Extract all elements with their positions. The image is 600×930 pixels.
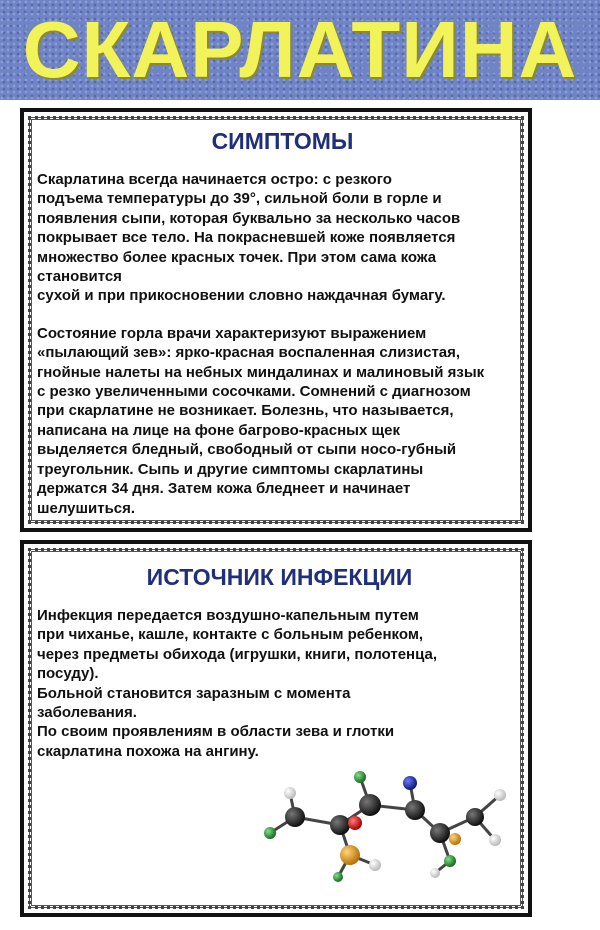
symptoms-panel (20, 108, 532, 532)
title-banner (0, 0, 600, 100)
infection-source-heading: ИСТОЧНИК ИНФЕКЦИИ (146, 564, 413, 590)
molecule-bonds (270, 777, 500, 877)
molecule-atoms (264, 771, 506, 882)
symptoms-content (37, 122, 528, 518)
symptoms-paragraph-2: Состояние горла врачи характеризуют выражением «пылающий зев»: ярко-красная воспаленная слизистая, гнойные налеты на небных миндалинах и малиновый язык с резко увеличенными сосочками. Сомнений с диагнозом при скарлатине не возникает. Болезнь, что называется, написана на лице на фоне багрово-красных щек выделяется бледный, свободный от сыпи носо-губный треугольник. Сыпь и другие симптомы скарлатины держатся 34 дня. Затем кожа бледнеет и начинает шелушиться. (37, 324, 485, 517)
symptoms-heading: СИМПТОМЫ (211, 128, 354, 154)
molecule-illustration-icon (250, 765, 520, 885)
page-title: СКАРЛАТИНА (22, 5, 578, 94)
symptoms-paragraph-1: Скарлатина всегда начинается остро: с резкого подъема температуры до 39°, сильной боли в горле и появления сыпи, которая буквально за несколько часов покрывает все тело. На покрасневшей коже появляется множество более красных точек. При этом сама кожа становится сухой и при прикосновении словно наждачная бумагу. (37, 171, 461, 305)
infection-source-paragraph: Инфекция передается воздушно-капельным путем при чиханье, кашле, контакте с больным ребенком, через предметы обихода (игрушки, книги, полотенца, посуду). Больной становится заразным с момента заболевания. По своим проявлениям в области зева и глотки скарлатина похожа на ангину. (37, 607, 438, 760)
